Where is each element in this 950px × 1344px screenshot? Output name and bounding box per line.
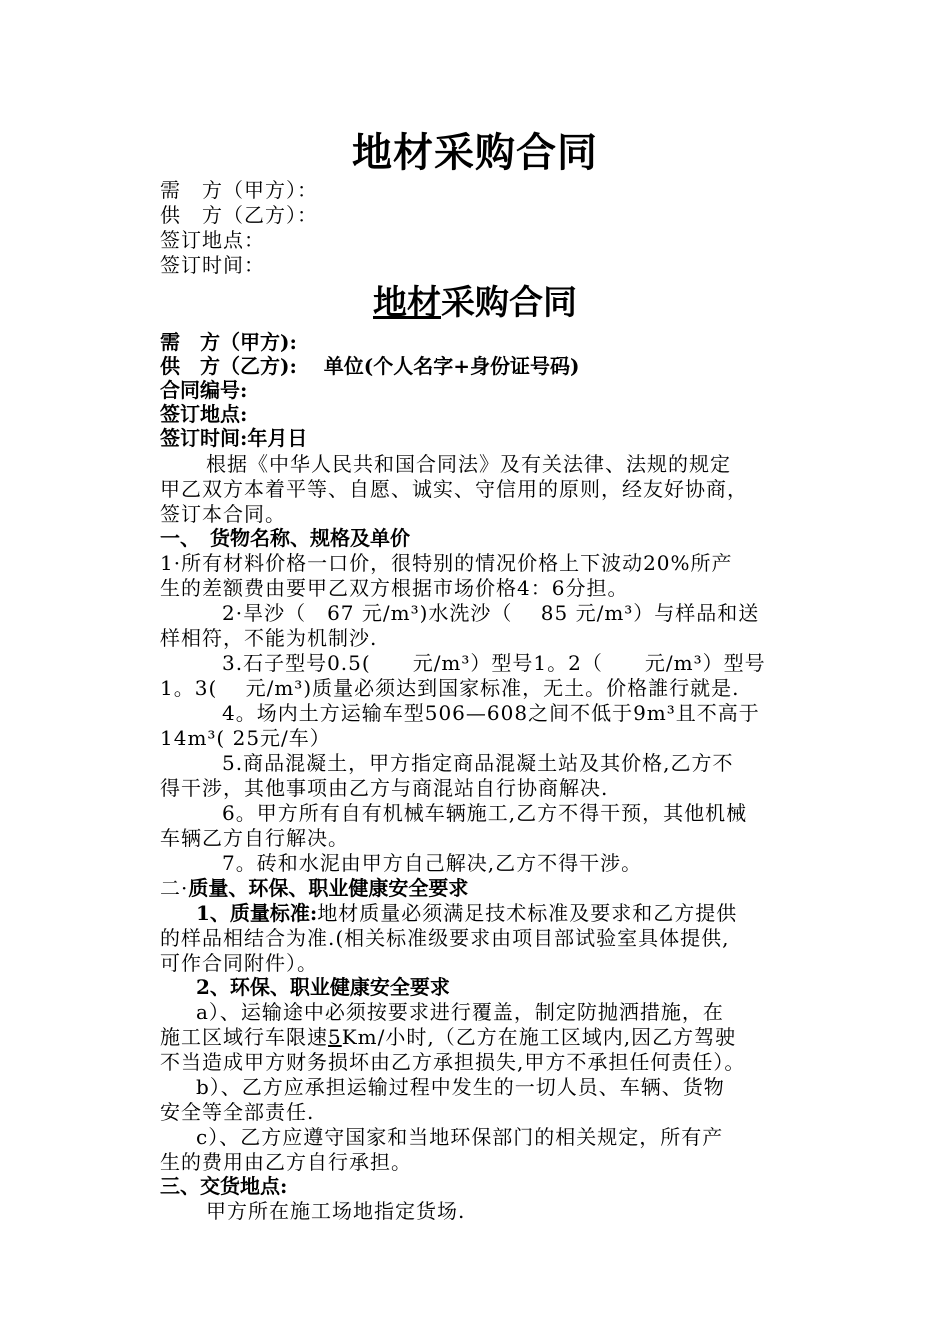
section-1-line: 1·所有材料价格一口价，很特别的情况价格上下波动20%所产 bbox=[160, 551, 733, 575]
section-1-line: 样相符，不能为机制沙. bbox=[160, 626, 378, 650]
section-3-heading: 三、交货地点: bbox=[160, 1174, 288, 1198]
section-2-title: 质量、环保、职业健康安全要求 bbox=[188, 876, 469, 900]
intro-line: 签订本合同。 bbox=[160, 502, 286, 526]
environment-item bbox=[160, 1025, 840, 1050]
section-1-line: 3.石子型号0.5( 元/m³）型号1。2（ 元/m³）型号 bbox=[222, 651, 766, 675]
intro-line: 甲乙双方本着平等、自愿、诚实、守信用的原则，经友好协商， bbox=[160, 477, 748, 501]
contract-subtitle bbox=[0, 282, 950, 324]
environment-item: c）、乙方应遵守国家和当地环保部门的相关规定，所有产 bbox=[196, 1125, 724, 1149]
signing-time-field: 签订时间： bbox=[160, 253, 265, 277]
subtitle-rest: 采购合同 bbox=[441, 283, 577, 323]
document-title: 地材采购合同 bbox=[352, 129, 598, 176]
section-1-heading: 一、 货物名称、规格及单价 bbox=[160, 526, 410, 550]
subtitle-underlined-part: 地材 bbox=[373, 283, 441, 323]
signing-place-field: 签订地点： bbox=[160, 228, 265, 252]
section-1-line: 得干涉，其他事项由乙方与商混站自行协商解决. bbox=[160, 776, 609, 800]
environment-item: 生的费用由乙方自行承担。 bbox=[160, 1150, 412, 1174]
delivery-location-text: 甲方所在施工场地指定货场. bbox=[206, 1199, 466, 1223]
section-1-line: 5.商品混凝土，甲方指定商品混凝土站及其价格,乙方不 bbox=[222, 751, 734, 775]
intro-line: 根据《中华人民共和国合同法》及有关法律、法规的规定 bbox=[206, 452, 731, 476]
speed-limit-text: 施工区域行车限速 bbox=[160, 1025, 328, 1049]
section-1-line: 14m³( 25元/车） bbox=[160, 726, 331, 750]
demand-party-field: 需 方（甲方）： bbox=[160, 178, 318, 202]
quality-standard-label: 1、质量标准: bbox=[196, 901, 318, 925]
bold-demand-party: 需 方（甲方): bbox=[160, 330, 297, 354]
environment-item: 安全等全部责任. bbox=[160, 1100, 315, 1124]
contract-number-field: 合同编号: bbox=[160, 378, 248, 402]
bold-signing-place: 签订地点: bbox=[160, 402, 248, 426]
section-2-prefix: 二· bbox=[160, 876, 189, 900]
quality-line: 的样品相结合为准.(相关标准级要求由项目部试验室具体提供, bbox=[160, 926, 730, 950]
speed-limit-rest: Km/小时,（乙方在施工区域内,因乙方驾驶 bbox=[341, 1025, 737, 1049]
section-1-line: 6。甲方所有自有机械车辆施工,乙方不得干预，其他机械 bbox=[222, 801, 748, 825]
environment-item: 不当造成甲方财务损坏由乙方承担损失,甲方不承担任何责任）。 bbox=[160, 1050, 746, 1074]
section-2-heading bbox=[160, 876, 840, 901]
environment-heading: 2、环保、职业健康安全要求 bbox=[196, 975, 450, 999]
section-1-line: 1。3( 元/m³)质量必须达到国家标准，无土。价格誰行就是. bbox=[160, 676, 740, 700]
bold-signing-time: 签订时间:年月日 bbox=[160, 426, 308, 450]
bold-supply-party: 供 方（乙方): 单位(个人名字+身份证号码) bbox=[160, 354, 580, 378]
quality-standard-line bbox=[196, 901, 876, 926]
section-1-line: 生的差额费由要甲乙双方根据市场价格4：6分担。 bbox=[160, 576, 629, 600]
quality-standard-text: 地材质量必须满足技术标准及要求和乙方提供 bbox=[317, 901, 738, 925]
environment-item: b）、乙方应承担运输过程中发生的一切人员、车辆、货物 bbox=[196, 1075, 725, 1099]
section-1-line: 2·旱沙（ 67 元/m³)水洗沙（ 85 元/m³）与样品和送 bbox=[222, 601, 760, 625]
section-1-line: 车辆乙方自行解决。 bbox=[160, 826, 349, 850]
environment-item: a）、运输途中必须按要求进行覆盖，制定防抛洒措施，在 bbox=[196, 1000, 724, 1024]
quality-line: 可作合同附件）。 bbox=[160, 951, 318, 975]
speed-limit-value: 5 bbox=[328, 1025, 342, 1049]
section-1-line: 4。场内土方运输车型506—608之间不低于9m³且不高于 bbox=[222, 701, 760, 725]
supply-party-field: 供 方（乙方）： bbox=[160, 203, 318, 227]
section-1-line: 7。砖和水泥由甲方自己解决,乙方不得干涉。 bbox=[222, 851, 643, 875]
